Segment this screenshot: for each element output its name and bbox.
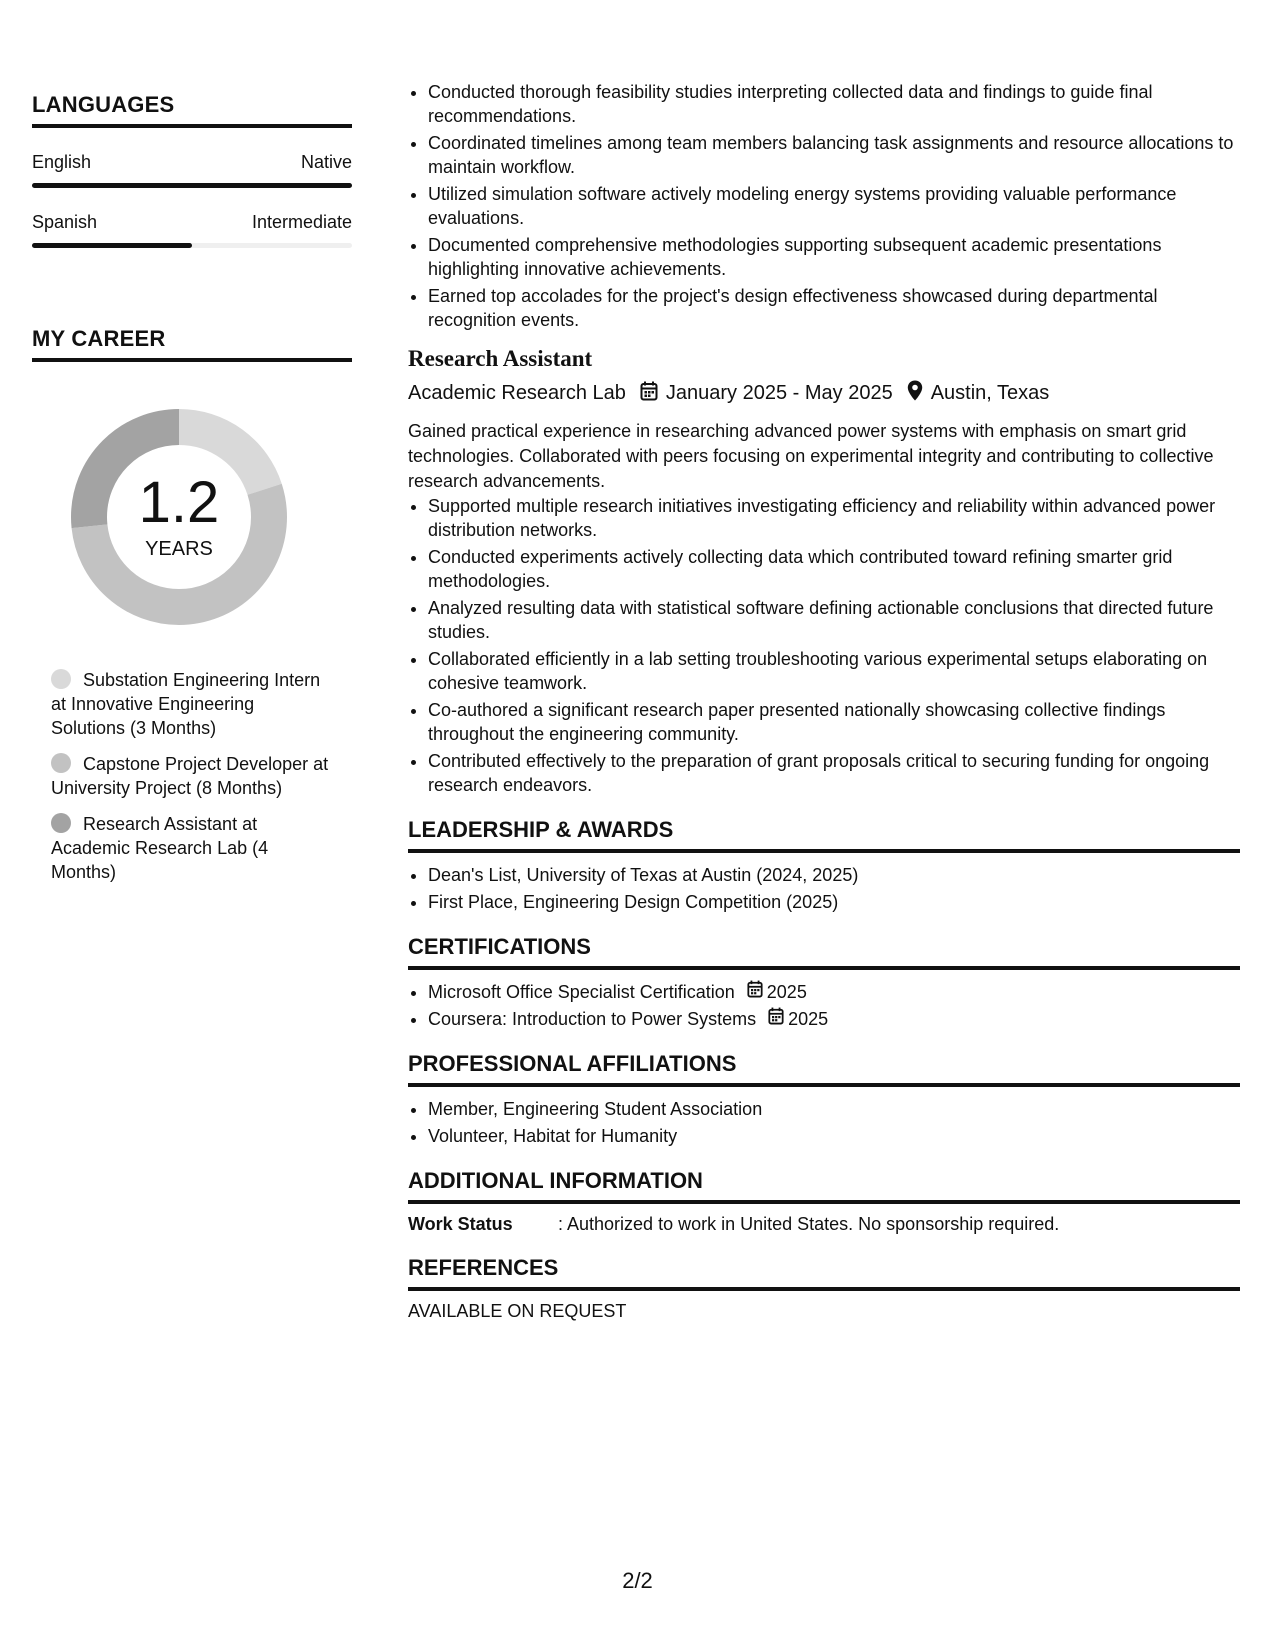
- sidebar: [32, 92, 352, 896]
- list-item: • Earned top accolades for the project's design effectiveness showcased during departmental recognition events.: [428, 284, 1240, 332]
- certifications-heading: CERTIFICATIONS: [408, 934, 1240, 970]
- career-total-unit: YEARS: [145, 537, 213, 560]
- career-legend-label: Substation Engineering Intern at Innovative Engineering Solutions (3 Months): [51, 670, 321, 738]
- main-content: [408, 80, 1240, 1322]
- certification-year: 2025: [788, 1009, 829, 1029]
- additional-info-heading: ADDITIONAL INFORMATION: [408, 1168, 1240, 1204]
- list-item: • Conducted thorough feasibility studies interpreting collected data and findings to guide final recommendations.: [428, 80, 1240, 128]
- language-name: English: [32, 152, 92, 172]
- language-level: Native: [300, 152, 352, 172]
- leadership-list: [408, 863, 1240, 914]
- list-item: • Supported multiple research initiatives investigating efficiency and reliability within advanced power distribution networks.: [428, 494, 1240, 542]
- career-legend: [32, 668, 331, 884]
- affiliations-list: [408, 1097, 1240, 1148]
- certification-year: 2025: [766, 982, 807, 1002]
- list-item: • Co-authored a significant research paper presented nationally showcasing collective findings throughout the engineering community.: [428, 698, 1240, 746]
- work-status-value: : Authorized to work in United States. No sponsorship required.: [558, 1214, 1060, 1234]
- list-item: • Analyzed resulting data with statistical software defining actionable conclusions that directed future studies.: [428, 596, 1240, 644]
- work-status-label: Work Status: [408, 1214, 513, 1234]
- location-pin-icon: [907, 380, 923, 407]
- career-total-value: 1.2: [138, 469, 220, 535]
- list-item: • Member, Engineering Student Association: [428, 1097, 1240, 1121]
- list-item: [428, 1007, 1240, 1031]
- legend-dot: [51, 753, 71, 773]
- list-item: • Documented comprehensive methodologies supporting subsequent academic presentations highlighting innovative achievements.: [428, 233, 1240, 281]
- list-item: [428, 980, 1240, 1004]
- language-level: Intermediate: [251, 212, 352, 232]
- job-location: Austin, Texas: [930, 382, 1050, 404]
- career-legend-label: Research Assistant at Academic Research Lab (4 Months): [51, 814, 269, 882]
- job-bullets: [408, 494, 1240, 797]
- list-item: • Contributed effectively to the preparation of grant proposals critical to securing funding for ongoing research endeavors.: [428, 749, 1240, 797]
- language-proficiency-fill: [32, 243, 192, 248]
- list-item: • Collaborated efficiently in a lab setting troubleshooting various experimental setups elaborating on cohesive teamwork.: [428, 647, 1240, 695]
- career-legend-item: [51, 752, 331, 800]
- work-status-row: [408, 1214, 1240, 1235]
- career-legend-label: Capstone Project Developer at University Project (8 Months): [51, 754, 329, 798]
- job-title: Research Assistant: [408, 346, 593, 371]
- language-proficiency-fill: [32, 183, 352, 188]
- calendar-icon: [768, 1007, 784, 1031]
- certifications-list: [408, 980, 1240, 1031]
- references-heading: REFERENCES: [408, 1255, 1240, 1291]
- legend-dot: [51, 813, 71, 833]
- certification-name: • Microsoft Office Specialist Certification: [428, 982, 735, 1002]
- career-legend-item: [51, 812, 331, 884]
- list-item: • Utilized simulation software actively modeling energy systems providing valuable performance evaluations.: [428, 182, 1240, 230]
- list-item: • Coordinated timelines among team members balancing task assignments and resource allocations to maintain workflow.: [428, 131, 1240, 179]
- job-meta: [408, 380, 1240, 407]
- calendar-icon: [640, 381, 658, 407]
- language-proficiency-bar: [32, 243, 352, 248]
- page-number: 2/2: [622, 1568, 653, 1593]
- language-name: Spanish: [32, 212, 98, 232]
- leadership-heading: LEADERSHIP & AWARDS: [408, 817, 1240, 853]
- list-item: • Dean's List, University of Texas at Austin (2024, 2025): [428, 863, 1240, 887]
- affiliations-heading: PROFESSIONAL AFFILIATIONS: [408, 1051, 1240, 1087]
- previous-job-bullets: [408, 80, 1240, 332]
- job-description: Gained practical experience in researching advanced power systems with emphasis on smart grid technologies. Collaborated with peers focusing on experimental integrity and contributing to collective research advancements.: [408, 421, 1214, 491]
- languages-heading: LANGUAGES: [32, 92, 352, 128]
- certification-name: • Coursera: Introduction to Power Systems: [428, 1009, 757, 1029]
- legend-dot: [51, 669, 71, 689]
- job-dates: January 2025 - May 2025: [665, 382, 893, 404]
- career-heading: MY CAREER: [32, 326, 352, 362]
- list-item: • First Place, Engineering Design Competition (2025): [428, 890, 1240, 914]
- career-donut-chart: [64, 402, 294, 632]
- job-company: Academic Research Lab: [408, 382, 626, 404]
- references-text: AVAILABLE ON REQUEST: [408, 1301, 627, 1321]
- language-item: [32, 212, 352, 248]
- career-legend-item: [51, 668, 331, 740]
- calendar-icon: [747, 980, 763, 1004]
- list-item: • Volunteer, Habitat for Humanity: [428, 1124, 1240, 1148]
- list-item: • Conducted experiments actively collecting data which contributed toward refining smarter grid methodologies.: [428, 545, 1240, 593]
- language-proficiency-bar: [32, 183, 352, 188]
- language-item: [32, 152, 352, 188]
